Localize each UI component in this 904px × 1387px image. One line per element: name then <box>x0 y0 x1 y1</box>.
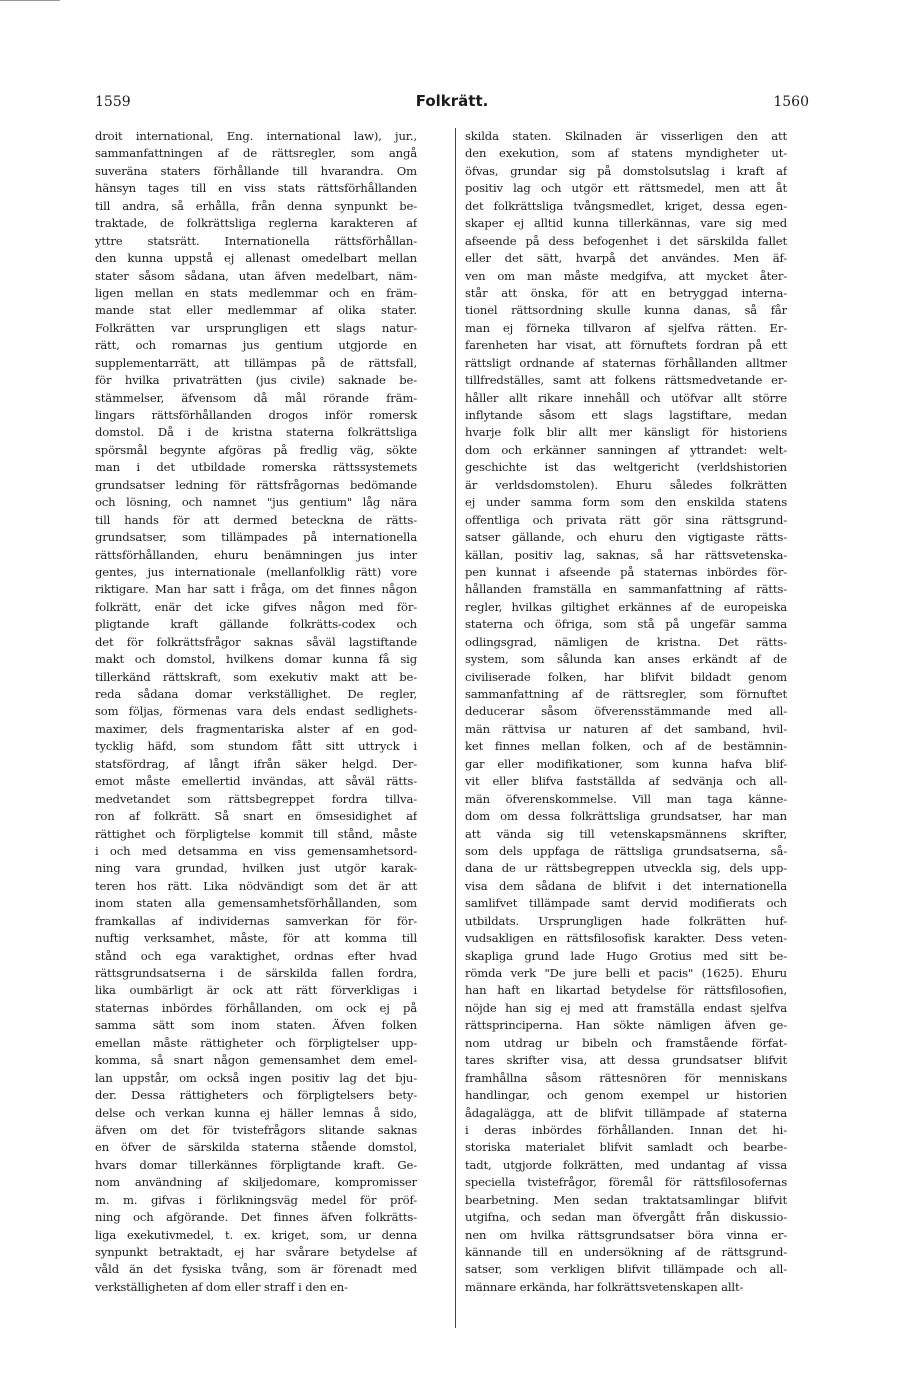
text-line: rättsförhållanden, ehuru benämningen jus inter <box>95 547 417 562</box>
text-line: en öfver de särskilda staterna stående domstol, <box>95 1140 417 1155</box>
text-line: verkställigheten af dom eller straff i den en- <box>95 1279 348 1294</box>
text-line: riktigare. Man har satt i fråga, om det finnes någon <box>95 582 417 597</box>
text-line: som följas, förmenas vara dels endast sedlighets- <box>95 704 417 719</box>
text-line: ven om man måste medgifva, att mycket åter- <box>465 268 787 283</box>
text-line: regler, hvilkas giltighet erkännes af de europeiska <box>465 599 787 614</box>
text-line: män rättvisa ur naturen af det samband, hvil- <box>465 721 787 736</box>
text-line: tillerkänd rättskraft, som exekutiv makt att be- <box>95 669 417 684</box>
text-line: delse och verkan kunna ej häller lemnas å sido, <box>95 1105 417 1120</box>
text-line: rättsgrundsatserna i de särskilda fallen fordra, <box>95 966 417 980</box>
text-line: hvarje folk blir allt mer känsligt för historiens <box>465 425 787 440</box>
text-line: ning vara grundad, hvilken just utgör karak- <box>95 861 417 876</box>
text-line: samma sätt som inom staten. Äfven folken <box>95 1018 417 1033</box>
text-line: ron af folkrätt. Så snart en ömsesidighet af <box>95 809 417 824</box>
text-line: stämmelser, äfvensom då mål rörande främ- <box>95 390 417 405</box>
text-line: suveräna staters förhållande till hvarandra. Om <box>95 163 417 178</box>
text-line: makt och domstol, hvilkens domar kunna få sig <box>95 652 417 667</box>
text-line: nuftig verksamhet, måste, för att komma till <box>95 931 417 946</box>
text-line: pligtande kraft gällande folkrätts-codex och <box>95 617 417 632</box>
text-line: inflytande såsom ett slags lagstiftare, medan <box>465 408 787 422</box>
text-line: geschichte ist das weltgericht (verldshistorien <box>465 460 787 475</box>
text-line: till hands för att dermed beteckna de rätts- <box>95 512 417 527</box>
text-line: grundsatser, som tillämpades på internationella <box>95 530 417 545</box>
text-line: eller det sätt, hvarpå det användes. Men äf- <box>465 251 787 266</box>
text-line: spörsmål begynte afgöras på fredlig väg, sökte <box>95 442 417 457</box>
text-line: tycklig häfd, som stundom fått sitt uttryck i <box>95 739 417 754</box>
text-line: samlifvet tillämpade samt dervid modifierats och <box>465 896 787 911</box>
column-divider <box>455 128 456 1328</box>
text-line: nen om hvilka rättsgrundsatser böra vinna er- <box>465 1227 787 1242</box>
text-line: emellan måste rättigheter och förpligtelser upp- <box>95 1035 417 1050</box>
text-line: man i det utbildade romerska rättssystemets <box>95 460 417 475</box>
text-line: yttre statsrätt. Internationella rättsförhållan- <box>95 233 417 248</box>
text-line: supplementarrätt, att tillämpas på de rättsfall, <box>95 355 417 370</box>
text-line: vudsakligen en rättsfilosofisk karakter. Dess veten- <box>465 931 787 946</box>
text-line: deducerar såsom öfverensstämmande med all- <box>465 704 787 719</box>
text-line: der. Dessa rättigheters och förpligtelsers bety- <box>95 1088 417 1103</box>
text-line: positiv lag och utgör ett rättsmedel, men att åt <box>465 181 787 196</box>
text-line: römda verk "De jure belli et pacis" (1625). Ehuru <box>465 966 787 980</box>
text-line: den exekution, som af statens myndigheter ut- <box>465 146 787 161</box>
text-line: att vända sig till vetenskapsmännens skrifter, <box>465 826 787 841</box>
text-line: det folkrättsliga tvångsmedlet, kriget, dessa egen- <box>465 198 787 213</box>
text-line: komma, så snart någon gemensamhet dem emel- <box>95 1053 417 1068</box>
text-line: nom utdrag ur bibeln och framstående förfat- <box>465 1035 787 1050</box>
text-line: skapliga grund lade Hugo Grotius med sitt be- <box>465 948 787 963</box>
text-line: sammanfattningen af de rättsregler, som angå <box>95 146 417 161</box>
text-line: nom användning af skiljedomare, kompromisser <box>95 1175 417 1190</box>
page-number-left: 1559 <box>95 94 131 110</box>
text-line: grundsatser ledning för rättsfrågornas bedömande <box>95 477 417 492</box>
text-line: rättighet och förpligtelse kommit till stånd, måste <box>95 826 417 841</box>
text-line: framkallas af individernas samverkan för för- <box>95 913 417 928</box>
text-line: vit eller blifva fastställda af sedvänja och all- <box>465 774 787 789</box>
text-line: satser gällande, och ehuru den vigtigaste rätts- <box>465 530 787 545</box>
text-line: till andra, så erhålla, från denna synpunkt be- <box>95 198 417 213</box>
text-line: lan uppstår, om också ingen positiv lag det bju- <box>95 1070 417 1085</box>
text-line: dom och erkänner sanningen af yttrandet: welt- <box>465 442 787 457</box>
text-line: ning och afgörande. Det finnes äfven folkrätts- <box>95 1210 417 1225</box>
text-line: dom om dessa folkrättsliga grundsatser, har man <box>465 809 787 824</box>
text-line: i deras inbördes förhållanden. Innan det hi- <box>465 1122 787 1137</box>
text-line: stater såsom sådana, utan äfven medelbart, näm- <box>95 268 417 283</box>
text-line: hvars domar tillerkännes förpligtande kraft. Ge- <box>95 1157 417 1172</box>
text-line: emot måste emellertid invändas, att såväl rätts- <box>95 774 417 789</box>
text-line: Folkrätten var ursprungligen ett slags natur- <box>95 320 417 335</box>
text-line: man ej förneka tillvaron af sjelfva rätten. Er- <box>465 320 787 335</box>
text-line: äfven om det för tvistefrågors slitande saknas <box>95 1122 417 1137</box>
text-line: teren hos rätt. Lika nödvändigt som det är att <box>95 878 417 893</box>
text-line: staterna och öfriga, som stå på ungefär samma <box>465 617 787 632</box>
text-line: som dels uppfaga de rättsliga grundsatserna, så- <box>465 843 787 858</box>
text-line: medvetandet som rättsbegreppet fordra tillva- <box>95 791 417 806</box>
text-line: det för folkrättsfrågor saknas såväl lagstiftande <box>95 634 417 649</box>
text-line: kännande till en undersökning af de rättsgrund- <box>465 1245 787 1259</box>
text-line: reda sådana domar verkställighet. De regler, <box>95 687 417 701</box>
text-line: maximer, dels fragmentariska alster af en god- <box>95 721 417 736</box>
text-line: i och med detsamma en viss gemensamhetsord- <box>95 843 417 858</box>
text-line: den kunna uppstå ej allenast omedelbart mellan <box>95 251 417 266</box>
text-line: odlingsgrad, nämligen de kristna. Det rätts- <box>465 634 787 649</box>
text-line: rätt, och romarnas jus gentium utgjorde en <box>95 338 417 353</box>
text-line: han haft en likartad betydelse för rättsfilosofien, <box>465 983 787 998</box>
text-line: skaper ej alltid kunna tillerkännas, vare sig med <box>465 216 787 231</box>
text-line: är verldsdomstolen). Ehuru således folkrätten <box>465 477 787 492</box>
text-line: gentes, jus internationale (mellanfolklig rätt) vore <box>95 564 417 579</box>
text-line: för hvilka privaträtten (jus civile) saknade be- <box>95 373 417 388</box>
text-line: hänsyn tages till en viss stats rättsförhållanden <box>95 181 417 196</box>
text-line: visa dem sådana de blifvit i det internationella <box>465 878 787 893</box>
text-line: staternas inbördes förhållanden, om ock ej på <box>95 1000 417 1015</box>
left-column <box>95 128 417 1296</box>
text-line: system, som sålunda kan anses erkändt af de <box>465 652 787 667</box>
text-line: utgifna, och sedan man öfvergått från diskussio- <box>465 1210 787 1225</box>
text-line: domstol. Då i de kristna staterna folkrättsliga <box>95 425 417 440</box>
text-line: afseende på dess befogenhet i det särskilda fallet <box>465 233 787 248</box>
text-line: storiska materialet blifvit samladt och bearbe- <box>465 1140 787 1155</box>
text-line: tionel rättsordning skulle kunna danas, så får <box>465 303 787 318</box>
text-line: synpunkt betraktadt, ej har svårare betydelse af <box>95 1245 417 1259</box>
page-number-right: 1560 <box>773 94 809 110</box>
text-line: håller allt rikare innehåll och utöfvar allt större <box>465 390 787 405</box>
text-line: folkrätt, enär det icke gifves någon med för- <box>95 599 417 614</box>
text-line: sammanfattning af de rättsregler, som förnuftet <box>465 687 787 701</box>
text-line: rättsligt ordnande af staternas förhållanden alltmer <box>465 355 787 370</box>
text-line: civiliserade folken, har blifvit bildadt genom <box>465 669 787 684</box>
text-line: män öfverenskommelse. Vill man taga känne- <box>465 791 787 806</box>
text-line: skilda staten. Skilnaden är visserligen den att <box>465 129 787 143</box>
text-line: männare erkända, har folkrättsvetenskapen allt- <box>465 1279 744 1294</box>
text-line: farenheten har visat, att förnuftets fordran på ett <box>465 338 787 353</box>
text-line: och lösning, och namnet "jus gentium" låg nära <box>95 495 417 510</box>
text-line: satser, som verkligen blifvit tillämpade och all- <box>465 1262 787 1277</box>
text-line: offentliga och privata rätt gör sina rättsgrund- <box>465 512 787 527</box>
text-line: mande stat eller medlemmar af olika stater. <box>95 303 417 318</box>
text-line: handlingar, och genom exempel ur historien <box>465 1088 787 1103</box>
page-header <box>0 94 904 118</box>
text-line: öfvas, grundar sig på domstolsutslag i kraft af <box>465 163 787 178</box>
text-line: lika oumbärligt är ock att rätt förverkligas i <box>95 983 417 998</box>
text-line: tillfredställes, samt att folkens rättsmedvetande er- <box>465 373 787 388</box>
text-line: stånd och ega varaktighet, ordnas efter hvad <box>95 948 417 963</box>
text-line: våld än det fysiska tvång, som är förenadt med <box>95 1262 417 1277</box>
text-line: tadt, utgjorde folkrätten, med undantag af vissa <box>465 1157 787 1172</box>
text-line: ket finnes mellan folken, och af de bestämnin- <box>465 739 787 754</box>
text-line: liga exekutivmedel, t. ex. kriget, som, ur denna <box>95 1227 417 1242</box>
text-line: droit international, Eng. international law), jur., <box>95 129 417 143</box>
text-line: ådagalägga, att de blifvit tillämpade af staterna <box>465 1105 787 1120</box>
text-line: hållanden framställa en sammanfattning af rätts- <box>465 582 787 597</box>
text-line: ligen mellan en stats medlemmar och en främ- <box>95 285 417 300</box>
text-line: står att önska, för att en betryggad interna- <box>465 285 787 300</box>
text-line: nöjde han sig ej med att framställa endast sjelfva <box>465 1000 787 1015</box>
text-line: tares skrifter visa, att dessa grundsatser blifvit <box>465 1053 787 1068</box>
text-line: bearbetning. Men sedan traktatsamlingar blifvit <box>465 1192 787 1207</box>
text-line: framhållna såsom rättesnören för menniskans <box>465 1070 787 1085</box>
text-line: inom staten alla gemensamhetsförhållanden, som <box>95 896 417 911</box>
text-line: utbildats. Ursprungligen hade folkrätten huf- <box>465 913 787 928</box>
text-line: källan, positiv lag, saknas, så har rättsvetenska- <box>465 547 787 562</box>
text-line: rättsprinciperna. Han sökte nämligen äfven ge- <box>465 1018 787 1033</box>
text-line: pen kunnat i afseende på staternas inbördes för- <box>465 564 787 579</box>
text-line: m. m. gifvas i förlikningsväg medel för pröf- <box>95 1192 417 1207</box>
text-line: lingars rättsförhållanden drogos inför romersk <box>95 408 417 422</box>
text-line: traktade, de folkrättsliga reglerna karakteren af <box>95 216 417 231</box>
text-line: dana de ur rättsbegreppen utveckla sig, dels upp- <box>465 861 787 876</box>
page-title: Folkrätt. <box>415 92 489 110</box>
text-line: ej under samma form som den enskilda statens <box>465 495 787 510</box>
right-column <box>465 128 787 1296</box>
text-line: speciella tvistefrågor, föremål för rättsfilosofernas <box>465 1175 787 1190</box>
top-rule <box>0 0 60 1</box>
text-line: gar eller modifikationer, som kunna hafva blif- <box>465 756 787 771</box>
text-line: statsfördrag, af långt ifrån säker helgd. Der- <box>95 756 417 771</box>
